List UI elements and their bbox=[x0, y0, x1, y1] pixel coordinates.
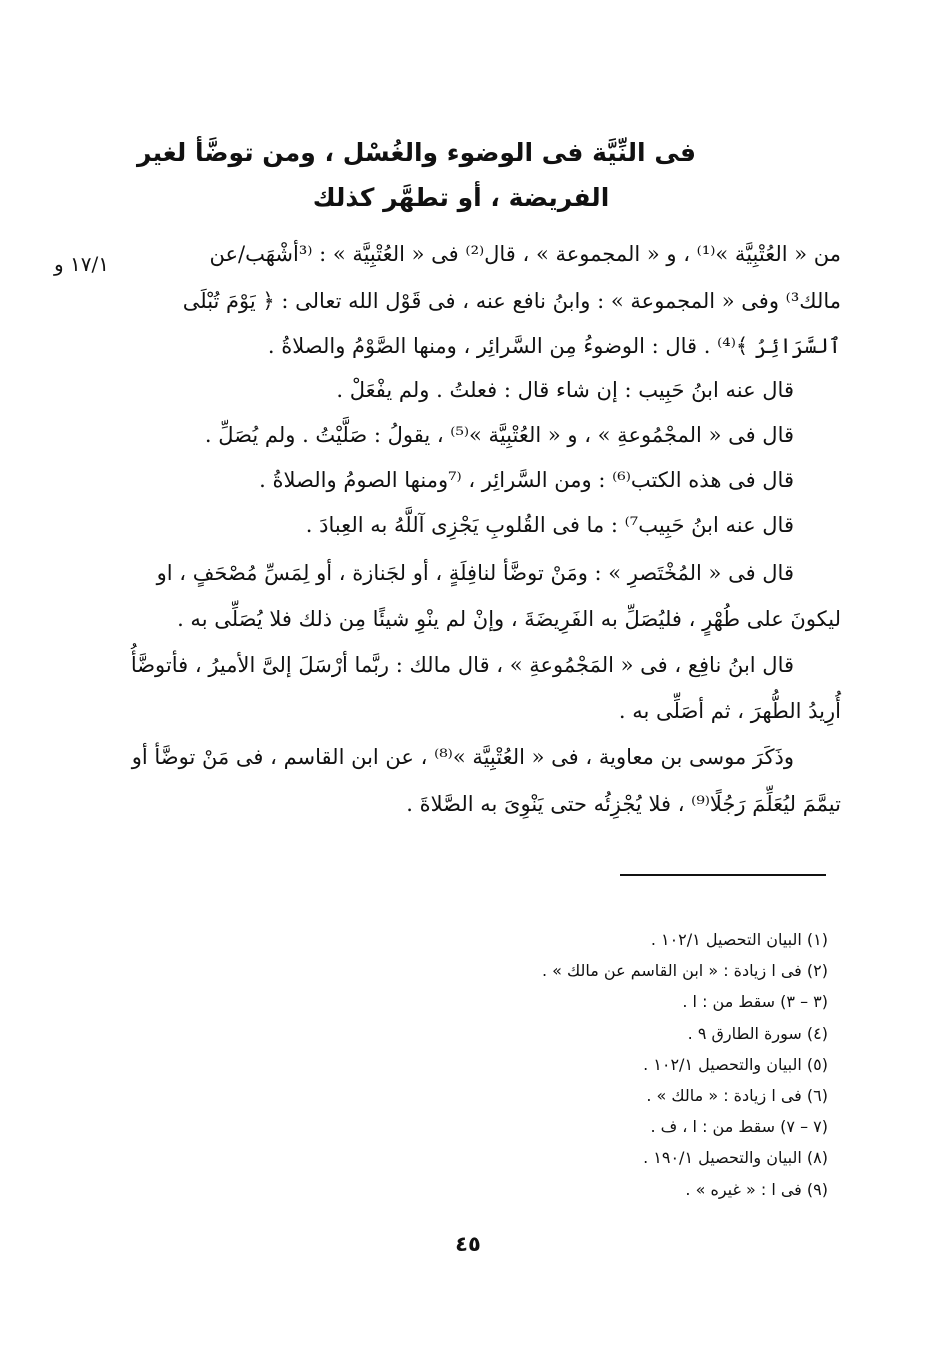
footnote: (٣ – ٣) سقط من : ا . bbox=[682, 992, 828, 1012]
body-line: ليكونَ على طُهْرٍ ، فليُصَلِّ به الفَرِيضَةَ ، وإنْ لم ينْوِ شيئًا مِن ذلك فلا يُصَلِّى به . bbox=[177, 607, 841, 631]
body-line: قال فى « المُخْتَصرِ » : ومَنْ توضَّأ لنافِلَةٍ ، أو لجَنازة ، أو لِمَسِّ مُصْحَفٍ ، او bbox=[156, 561, 794, 585]
chapter-title-line-2: الفريضة ، أو تطهَّر كذلك bbox=[312, 183, 610, 212]
chapter-title-line-1: فى النِّيَّة فى الوضوء والغُسْل ، ومن توضَّأ لغير bbox=[137, 138, 696, 167]
body-line: قال ابنُ نافِع ، فى « المَجْمُوعةِ » ، قال مالك : ربَّما أرْسَلَ إلىَّ الأميرُ ، فأتوضَّأُ bbox=[130, 653, 794, 677]
body-line: قال فى هذه الكتب⁽⁶⁾ : ومن السَّرائِر ، ⁽⁷ومنها الصومُ والصلاةُ . bbox=[259, 468, 794, 492]
body-line: ٱلسَّرَائِرُ ﴾⁽⁴⁾ . قال : الوضوءُ مِن السَّرائِر ، ومنها الصَّوْمُ والصلاةُ . bbox=[267, 334, 841, 358]
body-line: قال عنه ابنُ حَبِيب⁷⁾ : ما فى القُلوبِ يَجْزِى آللَّهُ به العِبادَ . bbox=[305, 513, 794, 537]
footnotes bbox=[542, 924, 828, 1205]
body-line: تيمَّمَ ليُعَلِّمَ رَجُلًا⁽⁹⁾ ، فلا يُجْزِئُه حتى يَنْوِىَ به الصَّلاةَ . bbox=[406, 792, 841, 816]
footnote: (٩) فى ا : « غيره » . bbox=[685, 1179, 828, 1199]
body-line: قال عنه ابنُ حَبِيب : إن شاء قال : فعلتُ . ولم يفْعَلْ . bbox=[336, 378, 794, 402]
body-line: مالك³⁾ وفى « المجموعة » : وابنُ نافع عنه ، فى قَوْل الله تعالى : ﴿ يَوْمَ تُبْلَى bbox=[182, 289, 841, 313]
footnote: (٢) فى ا زيادة : « ابن القاسم عن مالك » . bbox=[541, 961, 828, 981]
body-line: وذَكَرَ موسى بن معاوية ، فى « العُتْبِيَّة »⁽⁸⁾ ، عن ابن القاسم ، فى مَنْ توضَّأ أو bbox=[131, 745, 794, 769]
footnote: (٦) فى ا زيادة : « مالك » . bbox=[646, 1086, 828, 1106]
page-number: ٤٥ bbox=[455, 1232, 481, 1256]
footnote: (٧ – ٧) سقط من : ا ، ف . bbox=[650, 1117, 828, 1137]
footnote: (٥) البيان والتحصيل ١٠٢/١ . bbox=[643, 1054, 828, 1074]
body-line: قال فى « المجْمُوعةِ » ، و « العُتْبِيَّة »⁽⁵⁾ ، يقولُ : صَلَّيْتُ . ولم يُصَلِّ . bbox=[204, 423, 794, 447]
footnote: (١) البيان التحصيل ١٠٢/١ . bbox=[650, 930, 828, 949]
body-line: أُرِيدُ الطُّهرَ ، ثم أصَلِّى به . bbox=[618, 699, 841, 723]
footnote: (٨) البيان والتحصيل ١٩٠/١ . bbox=[643, 1148, 828, 1168]
footnote: (٤) سورة الطارق ٩ . bbox=[687, 1023, 828, 1043]
footnote-separator bbox=[620, 874, 826, 876]
manuscript-folio-marker: ١٧/١ و bbox=[54, 252, 109, 276]
body-line: من « العُتْبِيَّة »⁽¹⁾ ، و « المجموعة » ، قال⁽²⁾ فى « العُتْبِيَّة » : ⁽³أشْهَب/عن bbox=[209, 242, 841, 266]
